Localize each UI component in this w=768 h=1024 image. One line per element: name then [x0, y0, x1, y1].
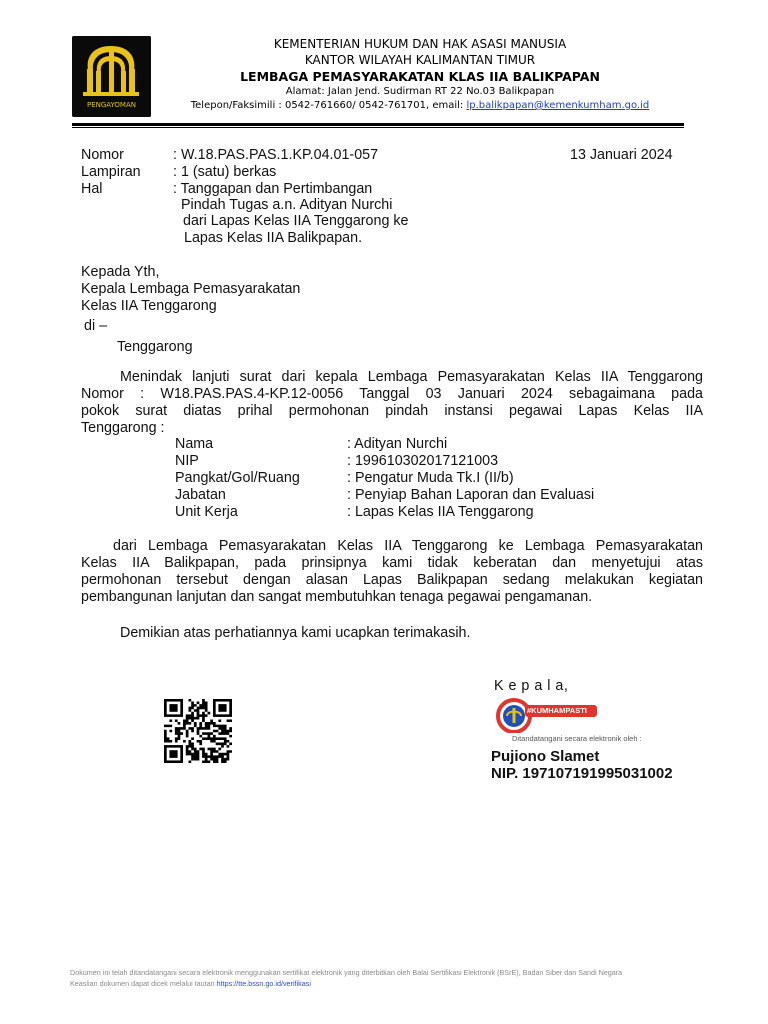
footer-verification-text: Keaslian dokumen dapat dicek melalui tautan	[70, 979, 217, 988]
address-line: Alamat: Jalan Jend. Sudirman RT 22 No.03 Balikpapan	[285, 86, 555, 97]
detail-row	[175, 470, 635, 487]
paragraph-1-line-1: Menindak lanjuti surat dari kepala Lembaga Pemasyarakatan Kelas IIA Tenggarong	[120, 369, 703, 385]
paragraph-1	[81, 369, 703, 437]
footer-verification	[70, 979, 311, 988]
hal-label: Hal	[81, 181, 103, 197]
detail-label: Jabatan	[175, 487, 226, 503]
hal-line-1: : Tanggapan dan Pertimbangan	[173, 181, 373, 197]
hal-line-3: dari Lapas Kelas IIA Tenggarong ke	[183, 213, 409, 229]
detail-value: : Adityan Nurchi	[347, 436, 448, 452]
paragraph-2-line-3: permohonan tersebut dengan alasan Lapas Balikpapan sedang melakukan kegiatan	[81, 572, 703, 588]
recipient-class: Kelas IIA Tenggarong	[81, 298, 217, 314]
recipient-greeting: Kepada Yth,	[81, 264, 160, 280]
recipient-title: Kepala Lembaga Pemasyarakatan	[81, 281, 301, 297]
email-link[interactable]: lp.balikpapan@kemenkumham.go.id	[466, 100, 650, 111]
detail-value: : Lapas Kelas IIA Tenggarong	[347, 504, 534, 520]
header-rule-thick	[72, 123, 684, 126]
detail-label: NIP	[175, 453, 199, 469]
logo-caption: PENGAYOMAN	[86, 101, 137, 109]
detail-row	[175, 487, 635, 504]
signer-nip: NIP. 197107191995031002	[491, 765, 673, 782]
hal-line-4: Lapas Kelas IIA Balikpapan.	[184, 230, 363, 246]
nomor-value: : W.18.PAS.PAS.1.KP.04.01-057	[173, 147, 379, 163]
ministry-name: KEMENTERIAN HUKUM DAN HAK ASASI MANUSIA	[273, 37, 567, 51]
pengayoman-logo	[72, 36, 151, 117]
recipient-city: Tenggarong	[117, 339, 193, 355]
detail-value: : Penyiap Bahan Laporan dan Evaluasi	[347, 487, 595, 503]
seal-hashtag: #KUMHAMPASTI	[527, 706, 587, 715]
signature-title: K e p a l a,	[494, 678, 569, 694]
header-rule-thin	[72, 127, 684, 128]
lampiran-value: : 1 (satu) berkas	[173, 164, 277, 180]
kumham-seal	[495, 697, 615, 733]
detail-label: Pangkat/Gol/Ruang	[175, 470, 300, 486]
detail-row	[175, 436, 635, 453]
detail-value: : 199610302017121003	[347, 453, 499, 469]
phone-text: Telepon/Faksimili : 0542-761660/ 0542-761701, email:	[190, 100, 467, 111]
detail-value: : Pengatur Muda Tk.I (II/b)	[347, 470, 514, 486]
signer-name: Pujiono Slamet	[491, 748, 600, 765]
detail-label: Nama	[175, 436, 214, 452]
qr-code	[164, 699, 232, 763]
contact-line	[160, 100, 680, 111]
signed-electronically-note: Ditandatangani secara elektronik oleh :	[512, 734, 642, 743]
kumham-seal-icon	[495, 697, 615, 733]
closing-sentence: Demikian atas perhatiannya kami ucapkan terimakasih.	[120, 625, 471, 641]
institution-name: LEMBAGA PEMASYARAKATAN KLAS IIA BALIKPAPAN	[240, 69, 600, 84]
hal-line-2: Pindah Tugas a.n. Adityan Nurchi	[181, 197, 393, 213]
recipient-di: di –	[84, 318, 108, 334]
paragraph-2-line-1: dari Lembaga Pemasyarakatan Kelas IIA Tenggarong ke Lembaga Pemasyarakatan	[113, 538, 703, 554]
verification-link[interactable]: https://tte.bssn.go.id/verifikasi	[216, 979, 311, 988]
letter-date: 13 Januari 2024	[570, 147, 673, 163]
employee-details	[175, 436, 635, 521]
paragraph-1-line-4: Tenggarong :	[81, 420, 165, 436]
paragraph-1-line-2: Nomor : W18.PAS.PAS.4-KP.12-0056 Tanggal 03 Januari 2024 sebagaimana pada	[81, 386, 703, 402]
paragraph-2-line-2: Kelas IIA Balikpapan, pada prinsipnya kami tidak keberatan dan menyetujui atas	[81, 555, 703, 571]
lampiran-label: Lampiran	[81, 164, 141, 180]
paragraph-2	[81, 538, 703, 606]
detail-label: Unit Kerja	[175, 504, 238, 520]
paragraph-1-line-3: pokok surat diatas prihal permohonan pindah instansi pegawai Lapas Kelas IIA	[81, 403, 703, 419]
detail-row	[175, 504, 635, 521]
regional-office: KANTOR WILAYAH KALIMANTAN TIMUR	[304, 53, 536, 67]
nomor-label: Nomor	[81, 147, 124, 163]
detail-row	[175, 453, 635, 470]
paragraph-2-line-4: pembangunan lanjutan dan sangat membutuhkan tenaga pegawai pengamanan.	[81, 589, 593, 605]
qr-code-icon	[164, 699, 232, 763]
footer-certificate-note: Dokumen ini telah ditandatangani secara elektronik menggunakan sertifikat elektronik yang diterbitkan oleh Balai Sertifikasi Elektronik (BSrE), Badan Siber dan Sandi Negara	[70, 968, 623, 977]
